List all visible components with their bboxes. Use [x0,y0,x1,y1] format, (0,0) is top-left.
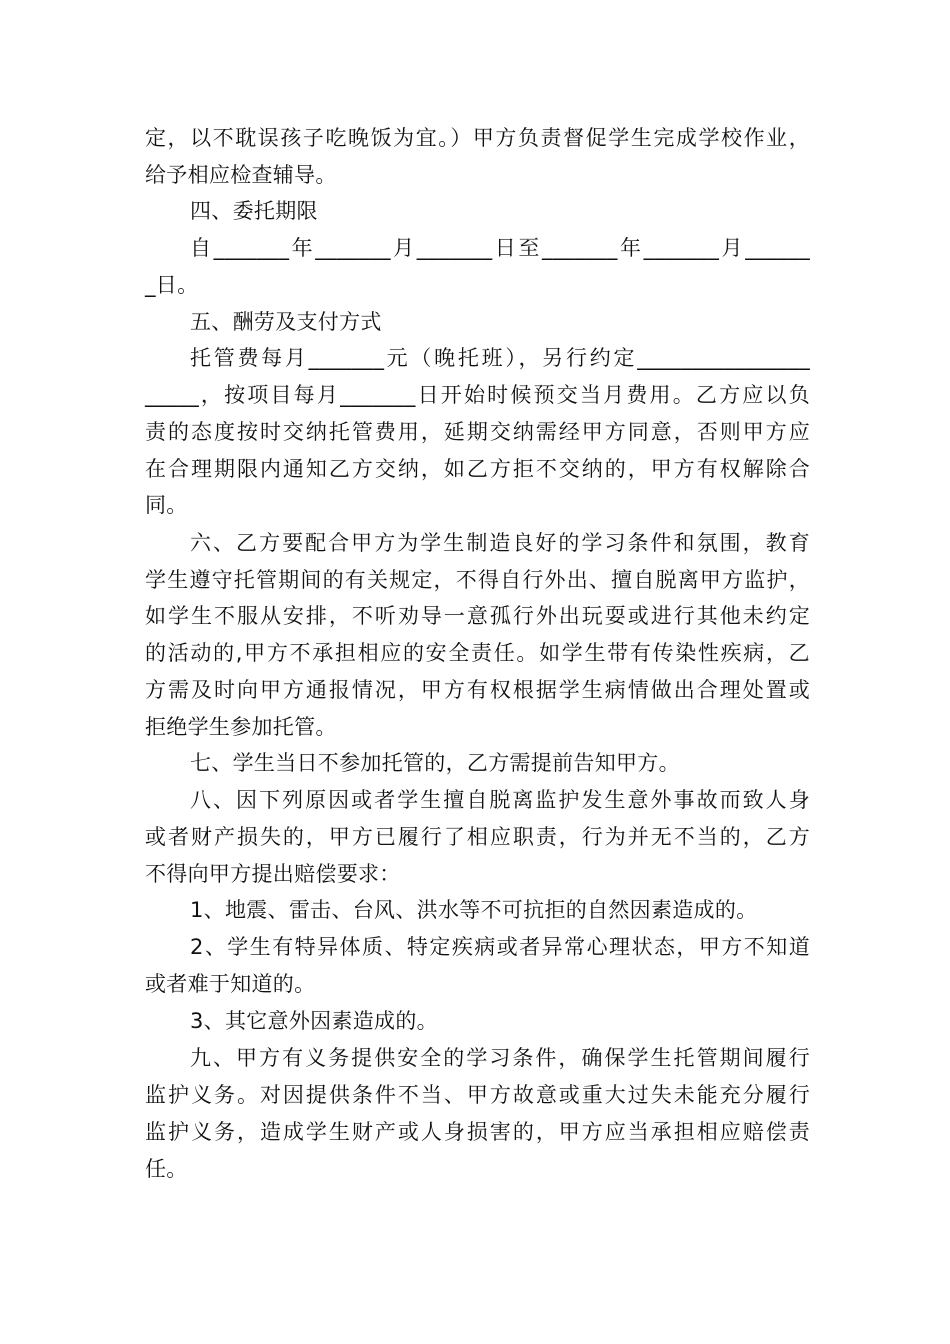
text-line: 定，以不耽误孩子吃晚饭为宜。）甲方负责督促学生完成学校作业， [145,126,810,150]
text-line: 或者财产损失的，甲方已履行了相应职责，行为并无不当的，乙方 [145,825,810,849]
text-line: 方需及时向甲方通报情况，甲方有权根据学生病情做出合理处置或 [145,678,810,702]
text-line: 学生遵守托管期间的有关规定，不得自行外出、擅自脱离甲方监护， [145,568,810,592]
text-line: 或者难于知道的。 [145,972,316,996]
text-line: 九、甲方有义务提供安全的学习条件，确保学生托管期间履行 [190,1046,810,1070]
text-line: _____，按项目每月_______日开始时候预交当月费用。乙方应以负 [145,383,810,407]
text-line: 六、乙方要配合甲方为学生制造良好的学习条件和氛围，教育 [190,531,810,555]
text-line: 责的态度按时交纳托管费用，延期交纳需经甲方同意，否则甲方应 [145,420,810,444]
text-line: 监护义务，造成学生财产或人身损害的，甲方应当承担相应赔偿责 [145,1120,810,1144]
text-line: 2、学生有特异体质、特定疾病或者异常心理状态，甲方不知道 [190,935,810,959]
text-line: 监护义务。对因提供条件不当、甲方故意或重大过失未能充分履行 [145,1083,810,1107]
text-line: 3、其它意外因素造成的。 [190,1009,438,1033]
text-line: 八、因下列原因或者学生擅自脱离监护发生意外事故而致人身 [190,788,810,812]
text-line: 不得向甲方提出赔偿要求： [145,862,401,886]
section-heading: 四、委托期限 [190,199,318,223]
text-line: 在合理期限内通知乙方交纳，如乙方拒不交纳的，甲方有权解除合 [145,457,810,481]
text-line: 如学生不服从安排，不听劝导一意孤行外出玩耍或进行其他未约定 [145,604,810,628]
text-line: 拒绝学生参加托管。 [145,715,337,739]
text-line: 同。 [145,493,188,517]
section-heading: 五、酬劳及支付方式 [190,310,382,334]
text-line: 托管费每月_______元（晚托班），另行约定________________ [190,346,810,370]
text-line: 任。 [145,1157,188,1181]
text-line: 1、地震、雷击、台风、洪水等不可抗拒的自然因素造成的。 [190,898,758,922]
text-line: _日。 [145,273,199,297]
text-line: 的活动的,甲方不承担相应的安全责任。如学生带有传染性疾病，乙 [145,641,810,665]
text-line: 自_______年_______月_______日至_______年_______月______ [190,236,810,260]
text-line: 给予相应检查辅导。 [145,163,337,187]
text-line: 七、学生当日不参加托管的，乙方需提前告知甲方。 [190,751,680,775]
